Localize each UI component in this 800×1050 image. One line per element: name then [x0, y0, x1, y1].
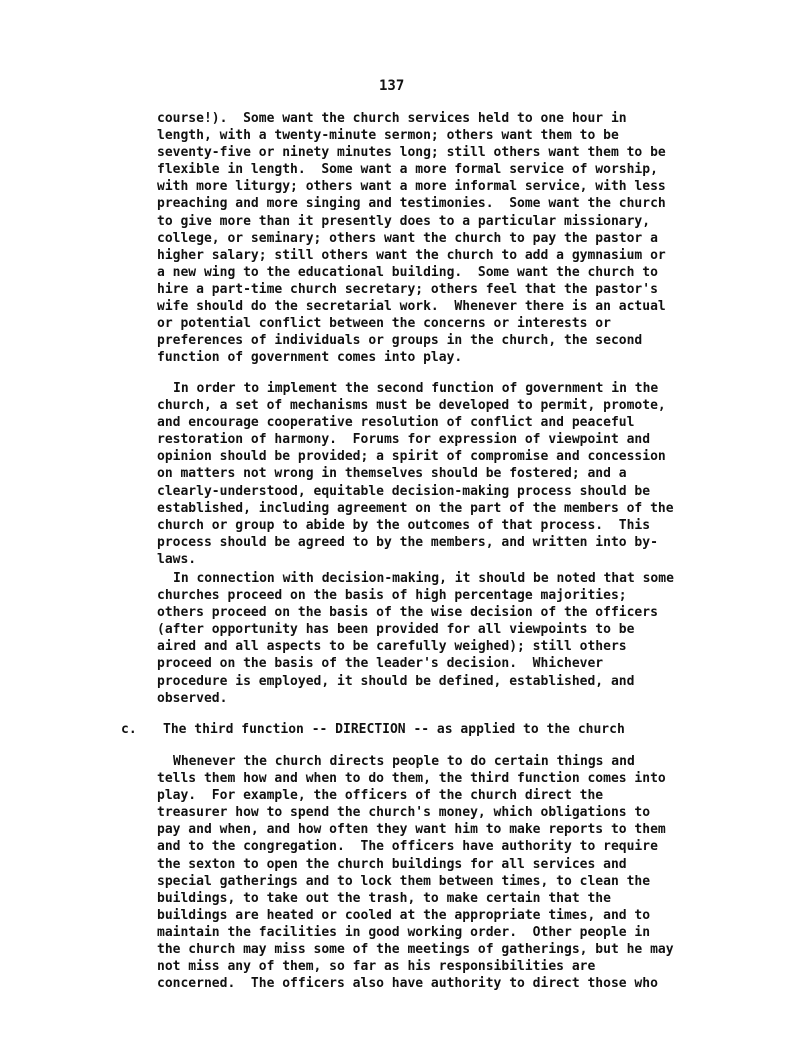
text-line: others proceed on the basis of the wise decision of the officers [157, 605, 658, 621]
text-line: aired and all aspects to be carefully weighed); still others [157, 639, 627, 655]
section-title: The third function -- DIRECTION -- as applied to the church [163, 722, 625, 737]
section-heading [121, 721, 625, 738]
text-line: established, including agreement on the part of the members of the [157, 500, 674, 516]
text-line: opinion should be provided; a spirit of compromise and concession [157, 449, 666, 465]
text-line: the sexton to open the church buildings for all services and [157, 856, 627, 872]
text-line: and to the congregation. The officers have authority to require [157, 839, 658, 855]
text-line: buildings are heated or cooled at the appropriate times, and to [157, 907, 651, 923]
text-line: tells them how and when to do them, the third function comes into [157, 771, 666, 787]
text-line: not miss any of them, so far as his responsibilities are [157, 959, 596, 975]
text-line: flexible in length. Some want a more formal service of worship, [157, 162, 658, 178]
text-line: maintain the facilities in good working order. Other people in [157, 924, 651, 940]
text-line: higher salary; still others want the church to add a gymnasium or [157, 247, 666, 263]
text-line: length, with a twenty-minute sermon; others want them to be [157, 128, 619, 144]
page-number: 137 [379, 78, 405, 94]
text-line: and encourage cooperative resolution of conflict and peaceful [157, 415, 635, 431]
text-line: procedure is employed, it should be defined, established, and [157, 673, 635, 689]
text-line: course!). Some want the church services held to one hour in [157, 111, 627, 126]
text-line: In order to implement the second function of government in the [173, 381, 659, 396]
text-line: a new wing to the educational building. Some want the church to [157, 264, 658, 280]
text-line: special gatherings and to lock them between times, to clean the [157, 873, 651, 889]
text-line: preaching and more singing and testimonies. Some want the church [157, 196, 666, 212]
text-line: observed. [157, 690, 228, 706]
text-line: to give more than it presently does to a particular missionary, [157, 213, 651, 229]
text-line: with more liturgy; others want a more informal service, with less [157, 179, 666, 195]
paragraph-direction-function [157, 753, 737, 992]
text-line: hire a part-time church secretary; others feel that the pastor's [157, 281, 658, 297]
text-line: on matters not wrong in themselves should be fostered; and a [157, 466, 627, 482]
text-line: or potential conflict between the concerns or interests or [157, 316, 611, 332]
text-line: function of government comes into play. [157, 350, 463, 366]
text-line: clearly-understood, equitable decision-making process should be [157, 483, 651, 499]
text-line: process should be agreed to by the members, and written into by- [157, 534, 658, 550]
text-line: seventy-five or ninety minutes long; still others want them to be [157, 145, 666, 161]
text-line: church, a set of mechanisms must be developed to permit, promote, [157, 398, 666, 414]
text-line: college, or seminary; others want the church to pay the pastor a [157, 230, 658, 246]
text-line: In connection with decision-making, it should be noted that some [173, 571, 674, 586]
paragraph-conflicting-preferences [157, 110, 737, 366]
text-line: (after opportunity has been provided for all viewpoints to be [157, 622, 635, 638]
text-line: laws. [157, 551, 197, 567]
text-line: Whenever the church directs people to do certain things and [173, 754, 635, 769]
text-line: buildings, to take out the trash, to make certain that the [157, 890, 611, 906]
text-line: church or group to abide by the outcomes of that process. This [157, 517, 651, 533]
text-line: pay and when, and how often they want him to make reports to them [157, 822, 666, 838]
text-line: the church may miss some of the meetings of gatherings, but he may [157, 942, 674, 958]
text-line: churches proceed on the basis of high percentage majorities; [157, 588, 627, 604]
section-label: c. [121, 722, 137, 737]
text-line: wife should do the secretarial work. Whenever there is an actual [157, 299, 666, 315]
text-line: restoration of harmony. Forums for expression of viewpoint and [157, 432, 651, 448]
paragraph-implement-second-function [157, 380, 737, 568]
text-line: preferences of individuals or groups in the church, the second [157, 333, 643, 349]
text-line: treasurer how to spend the church's money, which obligations to [157, 805, 651, 821]
text-line: concerned. The officers also have authority to direct those who [157, 976, 658, 992]
text-line: proceed on the basis of the leader's decision. Whichever [157, 656, 604, 672]
paragraph-decision-making [157, 570, 737, 707]
text-line: play. For example, the officers of the church direct the [157, 788, 604, 804]
